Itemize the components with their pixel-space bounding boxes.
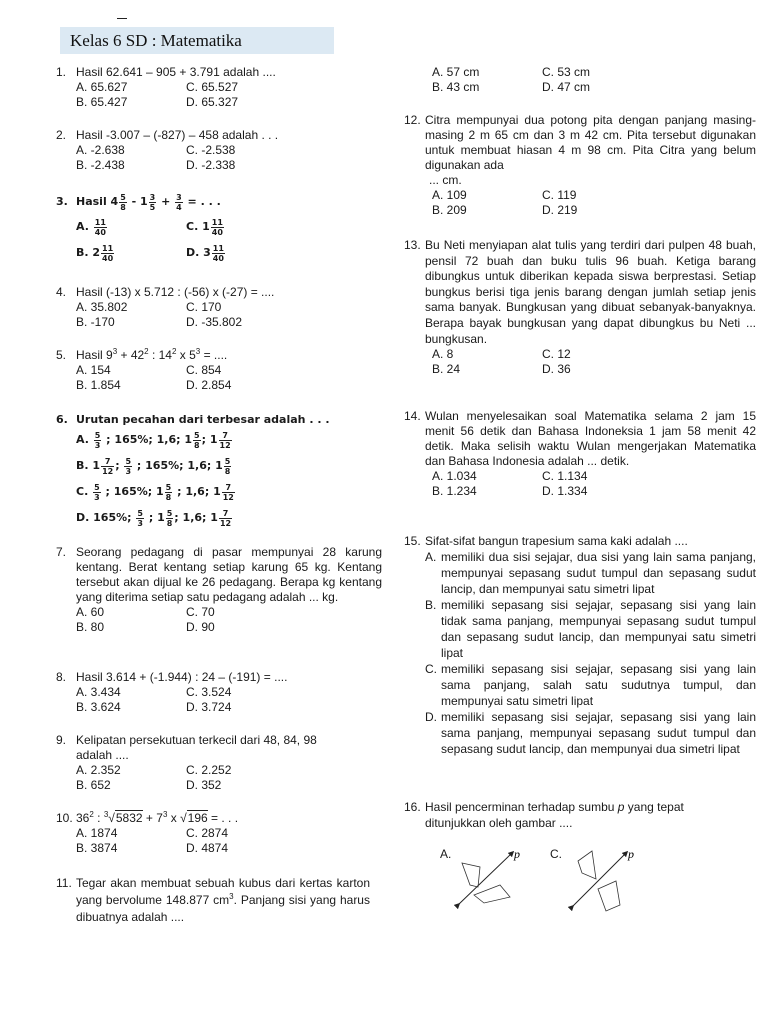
- question-text: Bu Neti menyiapan alat tulis yang terdiri dari pulpen 48 buah, pensil 72 buah dan buku tulis 96 buah. Ketiga barang dibungkus untuk diberikan kepada siswa berprestasi. Setiap bungkus berisi tiga jenis barang dengan jumlah setiap jenis sama banyak. Bungkusan yang dibuat sebanyak-banyaknya. Berapa bayak bungkusan yang dapat dibungkus bu Neti ... bungkusan.: [425, 238, 756, 346]
- option-b[interactable]: B. 209: [432, 203, 467, 217]
- option-a[interactable]: A. 109: [432, 188, 467, 202]
- question-number: 2.: [56, 128, 67, 142]
- question-text: Citra mempunyai dua potong pita dengan panjang masing-masing 2 m 65 cm dan 3 m 42 cm. Pita tersebut digunakan untuk membuat hiasan 4 m 98 cm. Pita Citra yang belum digunakan ada: [425, 113, 756, 172]
- fraction: $\frac{3}{5}$: [149, 192, 156, 212]
- option-d[interactable]: D. memiliki sepasang sisi sejajar, sepasang sisi yang lain sama panjang, mempunyai sepasang sudut tumpul dan sepasang sudut lancip, dan mempunyai dua simetri lipat: [425, 710, 756, 756]
- question-1: [56, 65, 386, 110]
- option-b[interactable]: B. 43 cm: [432, 80, 480, 94]
- option-d[interactable]: D. 4874: [186, 841, 229, 855]
- option-a[interactable]: A. $\frac{11}{40}$: [76, 217, 106, 237]
- question-text: Hasil $9^3 + 42^2$ : $14^2$ x $5^3$ = ....: [76, 347, 228, 362]
- option-c[interactable]: C. 119: [542, 188, 577, 202]
- question-text: Hasil 62.641 – 905 + 3.791 adalah ....: [76, 65, 276, 79]
- question-text: Tegar akan membuat sebuah kubus dari kertas karton yang bervolume 148.877 $cm^3$. Panjang sisi yang harus dibuatnya adalah ....: [76, 876, 370, 924]
- question-number: 4.: [56, 285, 67, 299]
- question-text: Hasil 3.614 + (-1.944) : 24 – (-191) = ....: [76, 670, 288, 684]
- question-text: Wulan menyelesaikan soal Matematika selama 2 jam 15 menit 56 detik dan Bahasa Indoneksia 1 jam 58 menit 42 detik. Maka selisih waktu Wulan mengerjakan Matematika dan Bahasa Indonesia adalah ... detik.: [425, 409, 756, 468]
- option-d[interactable]: D. 165%; $\frac{5}{3}$ ; 1 $\frac{5}{8}$ ; 1,6; 1 $\frac{7}{12}$: [76, 508, 232, 528]
- option-a[interactable]: A. 35.802: [76, 300, 128, 314]
- question-9: [56, 733, 346, 793]
- question-5: [56, 348, 386, 393]
- option-a[interactable]: A. 154: [76, 363, 111, 377]
- option-a[interactable]: A. 8: [432, 347, 454, 362]
- option-a[interactable]: A. 65.627: [76, 80, 128, 94]
- option-d[interactable]: D. -35.802: [186, 315, 243, 329]
- question-number: 3.: [56, 195, 68, 208]
- figure-label-a: A.: [440, 847, 452, 861]
- option-d[interactable]: D. 90: [186, 620, 215, 634]
- option-a[interactable]: A. -2.638: [76, 143, 125, 157]
- question-number: 13.: [404, 238, 421, 252]
- question-2: [56, 128, 386, 173]
- option-c[interactable]: C. 53 cm: [542, 65, 591, 79]
- axis-label: p: [514, 847, 520, 861]
- option-d[interactable]: D. 3 $\frac{11}{40}$: [186, 243, 224, 263]
- reflection-diagram-a: [440, 845, 540, 915]
- question-text: Hasil -3.007 – (-827) – 458 adalah . . .: [76, 128, 279, 142]
- option-c[interactable]: C. -2.538: [186, 143, 236, 157]
- option-d[interactable]: D. 36: [542, 362, 571, 377]
- option-a[interactable]: A. 1874: [76, 826, 118, 840]
- option-a[interactable]: A. 3.434: [76, 685, 121, 699]
- question-text: Seorang pedagang di pasar mempunyai 28 karung kentang. Berat kentang setiap karung 65 kg. Kentang tersebut akan dijual ke 26 pedagang. Berapa kg kentang yang diterima setiap satu pedagang adalah ... kg.: [76, 545, 382, 604]
- option-b[interactable]: B. 1.234: [432, 484, 477, 498]
- question-15: [404, 533, 756, 757]
- fraction: $\frac{5}{8}$: [120, 192, 126, 212]
- option-d[interactable]: D. 65.327: [186, 95, 239, 109]
- option-b[interactable]: B. memiliki sepasang sisi sejajar, sepasang sisi yang lain tidak sama panjang, mempunyai sepasang sudut tumpul dan sepasang sudut lancip, dan mempunyai satu simetri lipat: [425, 598, 756, 660]
- option-a[interactable]: A. 1.034: [432, 469, 477, 483]
- question-14: [404, 409, 756, 499]
- question-number: 7.: [56, 545, 67, 559]
- option-b[interactable]: B. 2 $\frac{11}{40}$: [76, 243, 114, 263]
- question-number: 15.: [404, 534, 421, 548]
- question-11: [56, 875, 370, 926]
- question-text: Urutan pecahan dari terbesar adalah . . .: [76, 413, 330, 426]
- option-b[interactable]: B. 80: [76, 620, 105, 634]
- question-10: [56, 811, 386, 856]
- option-c[interactable]: C. 854: [186, 363, 222, 377]
- option-a[interactable]: A. 60: [76, 605, 105, 619]
- question-number: 16.: [404, 800, 421, 814]
- question-11-options: [412, 65, 742, 95]
- option-d[interactable]: D. 1.334: [542, 484, 588, 498]
- question-number: 5.: [56, 348, 67, 362]
- question-text: Hasil pencerminan terhadap sumbu p yang tepat ditunjukkan oleh gambar ....: [425, 800, 684, 830]
- question-13: [404, 238, 756, 377]
- decorative-dash: [117, 18, 127, 19]
- option-b[interactable]: B. 65.427: [76, 95, 128, 109]
- option-b[interactable]: B. 1.854: [76, 378, 121, 392]
- question-text-start: Hasil 4: [76, 195, 119, 208]
- option-c[interactable]: C. 2.252: [186, 763, 232, 777]
- option-c[interactable]: C. 12: [542, 347, 571, 362]
- option-c[interactable]: C. 1.134: [542, 469, 588, 483]
- option-c[interactable]: C. 2874: [186, 826, 229, 840]
- question-text: Kelipatan persekutuan terkecil dari 48, 84, 98 adalah ....: [76, 733, 317, 762]
- question-number: 1.: [56, 65, 67, 79]
- question-12: [404, 113, 756, 218]
- question-3: 3. Hasil 4 $\frac{5}{8}$ - 1 $\frac{3}{5}$ + $\frac{3}{4}$ = . . . A. $\frac{11}{40}$ C. 1 $\frac{11}{40}$ B. 2 $\frac{11}{40}$ D. 3 $\frac{11}{40}$: [56, 190, 386, 266]
- option-d[interactable]: D. 3.724: [186, 700, 232, 714]
- option-b[interactable]: B. -2.438: [76, 158, 125, 172]
- option-b[interactable]: B. 3.624: [76, 700, 121, 714]
- title-banner: [60, 27, 334, 54]
- option-c[interactable]: C. 70: [186, 605, 215, 619]
- option-c[interactable]: C. $\frac{5}{3}$ ; 165%; 1 $\frac{5}{8}$ ; 1,6; 1 $\frac{7}{12}$: [76, 482, 234, 502]
- question-16: [404, 799, 734, 831]
- option-b[interactable]: B. 1 $\frac{7}{12}$ ; $\frac{5}{3}$ ; 165%; 1,6; 1 $\frac{5}{8}$: [76, 456, 231, 476]
- fraction: $\frac{3}{4}$: [176, 192, 182, 212]
- option-b[interactable]: B. 652: [76, 778, 111, 792]
- option-d[interactable]: D. -2.338: [186, 158, 236, 172]
- option-a[interactable]: A. 2.352: [76, 763, 121, 777]
- question-number: 14.: [404, 409, 421, 423]
- option-b[interactable]: B. 24: [432, 362, 461, 377]
- option-c[interactable]: C. 3.524: [186, 685, 232, 699]
- reflection-diagram-c: [550, 845, 650, 920]
- question-number: 12.: [404, 113, 421, 127]
- option-d[interactable]: D. 219: [542, 203, 578, 217]
- figure-label-c: C.: [550, 847, 562, 861]
- option-d[interactable]: D. 352: [186, 778, 222, 792]
- question-text-tail: ... cm.: [429, 173, 462, 187]
- question-text: Sifat-sifat bangun trapesium sama kaki adalah ....: [425, 534, 688, 548]
- question-number: 11.: [56, 876, 72, 890]
- option-b[interactable]: B. 3874: [76, 841, 118, 855]
- question-8: [56, 670, 386, 715]
- option-a[interactable]: A. $\frac{5}{3}$ ; 165%; 1,6; 1 $\frac{5}{8}$ ; 1 $\frac{7}{12}$: [76, 430, 231, 450]
- option-a[interactable]: A. 57 cm: [432, 65, 480, 79]
- question-7: [56, 545, 382, 635]
- question-text: Hasil (-13) x 5.712 : (-56) x (-27) = ....: [76, 285, 275, 299]
- axis-label: p: [628, 847, 634, 861]
- question-number: 6.: [56, 413, 68, 426]
- figure-option-a[interactable]: [440, 845, 540, 915]
- option-d[interactable]: D. 47 cm: [542, 80, 591, 94]
- option-c[interactable]: C. 65.527: [186, 80, 239, 94]
- question-text: $36^2$ : $^3√5832 + 7^3$ x √196 = . . .: [76, 810, 239, 825]
- question-number: 10.: [56, 811, 73, 825]
- option-c[interactable]: C. 170: [186, 300, 222, 314]
- question-6: [56, 412, 386, 531]
- page-title: Kelas 6 SD : Matematika: [70, 31, 242, 50]
- option-c[interactable]: C. 1 $\frac{11}{40}$: [186, 217, 223, 237]
- option-b[interactable]: B. -170: [76, 315, 115, 329]
- question-4: [56, 285, 386, 330]
- option-a[interactable]: A. memiliki dua sisi sejajar, dua sisi yang lain sama panjang, mempunyai sepasang sudut tumpul dan sepasang sudut lancip, dan mempunyai satu simetri lipat: [425, 550, 756, 596]
- option-c[interactable]: C. memiliki sepasang sisi sejajar, sepasang sisi yang lain sama panjang, salah satu sudutnya tumpul, dan mempunyai satu simetri lipat: [425, 662, 756, 708]
- question-number: 9.: [56, 733, 67, 747]
- question-number: 8.: [56, 670, 67, 684]
- figure-option-c[interactable]: [550, 845, 650, 920]
- option-d[interactable]: D. 2.854: [186, 378, 232, 392]
